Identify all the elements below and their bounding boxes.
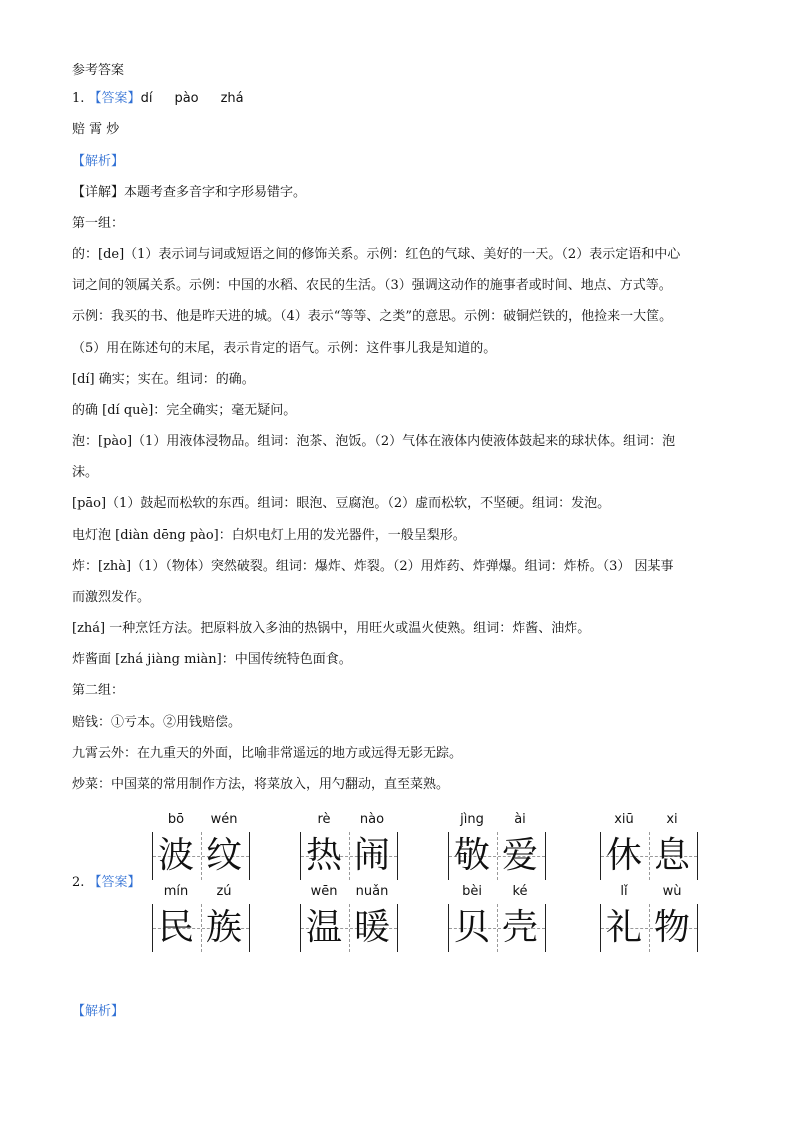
grid-character: 闹 <box>353 835 390 876</box>
grid-pinyin: jìng <box>460 812 484 827</box>
q1-answer-tag: 【答案】 <box>88 91 141 106</box>
q1-pinyin-1: dí <box>140 91 153 106</box>
grid-character: 贝 <box>453 907 490 948</box>
q1-line2: 赔钱：①亏本。②用钱赔偿。 <box>72 715 242 730</box>
grid-pinyin: xi <box>666 812 678 827</box>
grid-character: 纹 <box>205 835 242 876</box>
grid-character: 爱 <box>501 835 538 876</box>
q1-line: 而激烈发作。 <box>72 590 151 605</box>
q1-line: 示例：我买的书、他是昨天进的城。（4）表示“等等、之类”的意思。示例：破铜烂铁的，他捡来一大筐。 <box>72 309 673 324</box>
q1-line: [dí] 确实；实在。组词：的确。 <box>72 372 255 387</box>
grid-character: 温 <box>305 907 342 948</box>
grid-character: 息 <box>653 835 690 876</box>
q1-line: [zhá] 一种烹饪方法。把原料放入多油的热锅中，用旺火或温火使熟。组词：炸酱、油炸。 <box>72 621 591 636</box>
q2-answer-line <box>72 874 141 892</box>
q1-pinyin-3: zhá <box>220 91 244 106</box>
q1-line: 炸酱面 [zhá jiàng miàn]：中国传统特色面食。 <box>72 652 352 667</box>
grid-pinyin: lǐ <box>620 884 628 899</box>
grid-pinyin: mín <box>163 884 189 899</box>
q2-analysis-tag: 【解析】 <box>72 1004 125 1019</box>
q1-line2: 九霄云外：在九重天的外面，比喻非常遥远的地方或远得无影无踪。 <box>72 746 463 761</box>
grid-pinyin: bō <box>167 812 185 827</box>
q1-detail-tag: 【详解】 <box>72 185 125 200</box>
page-heading: 参考答案 <box>72 63 125 78</box>
grid-pinyin: ài <box>514 812 526 827</box>
group2-heading: 第二组： <box>72 683 125 698</box>
grid-pinyin: zú <box>216 884 232 899</box>
q1-line: 沫。 <box>72 465 99 480</box>
grid-pinyin: nuǎn <box>355 884 389 899</box>
grid-pinyin: xiū <box>614 812 634 827</box>
q1-line: [pāo]（1）鼓起而松软的东西。组词：眼泡、豆腐泡。（2）虚而松软，不坚硬。组词：发泡。 <box>72 496 611 511</box>
grid-pinyin: wù <box>662 884 682 899</box>
grid-character: 波 <box>157 835 194 876</box>
q1-line: 电灯泡 [diàn dēng pào]：白炽电灯上用的发光器件，一般呈梨形。 <box>72 528 466 543</box>
group1-heading: 第一组： <box>72 216 125 231</box>
q1-detail-line <box>72 184 306 202</box>
grid-pinyin: ké <box>512 884 528 899</box>
q1-line: 的：[de]（1）表示词与词或短语之间的修饰关系。示例：红色的气球、美好的一天。（2）表示定语和中心 <box>72 247 681 262</box>
q2-number: 2. <box>72 875 85 890</box>
grid-character: 民 <box>157 907 194 948</box>
q1-number: 1. <box>72 91 85 106</box>
grid-character: 热 <box>305 835 342 876</box>
grid-pinyin: rè <box>317 812 331 827</box>
q1-line: （5）用在陈述句的末尾，表示肯定的语气。示例：这件事儿我是知道的。 <box>72 341 497 356</box>
grid-pinyin: wén <box>210 812 238 827</box>
grid-character: 物 <box>653 907 690 948</box>
grid-character: 暖 <box>353 907 390 948</box>
q1-line: 词之间的领属关系。示例：中国的水稻、农民的生活。（3）强调这动作的施事者或时间、地点、方式等。 <box>72 278 672 293</box>
q1-line: 炸：[zhà]（1）（物体）突然破裂。组词：爆炸、炸裂。（2）用炸药、炸弹爆。组词：炸桥。（3） 因某事 <box>72 559 674 574</box>
grid-pinyin: bèi <box>462 884 482 899</box>
q1-answer-line <box>72 90 244 108</box>
grid-pinyin: nào <box>359 812 385 827</box>
q1-line: 泡：[pào]（1）用液体浸物品。组词：泡茶、泡饭。（2）气体在液体内使液体鼓起来的球状体。组词：泡 <box>72 434 676 449</box>
q1-pinyin-2: pào <box>174 91 199 106</box>
q2-answer-tag: 【答案】 <box>88 875 141 890</box>
grid-character: 休 <box>605 835 642 876</box>
q1-answer-chars: 赔 霄 炒 <box>72 122 120 137</box>
q1-detail-text: 本题考查多音字和字形易错字。 <box>124 185 307 200</box>
grid-character: 壳 <box>501 907 538 948</box>
grid-pinyin: wēn <box>310 884 338 899</box>
grid-character: 族 <box>205 907 242 948</box>
grid-character: 礼 <box>605 907 642 948</box>
grid-character: 敬 <box>453 835 490 876</box>
q1-analysis-tag: 【解析】 <box>72 154 125 169</box>
q1-line2: 炒菜：中国菜的常用制作方法，将菜放入，用勺翻动，直至菜熟。 <box>72 777 450 792</box>
pinyin-grid-row-2 <box>152 884 696 980</box>
q1-line: 的确 [dí què]：完全确实；毫无疑问。 <box>72 403 297 418</box>
